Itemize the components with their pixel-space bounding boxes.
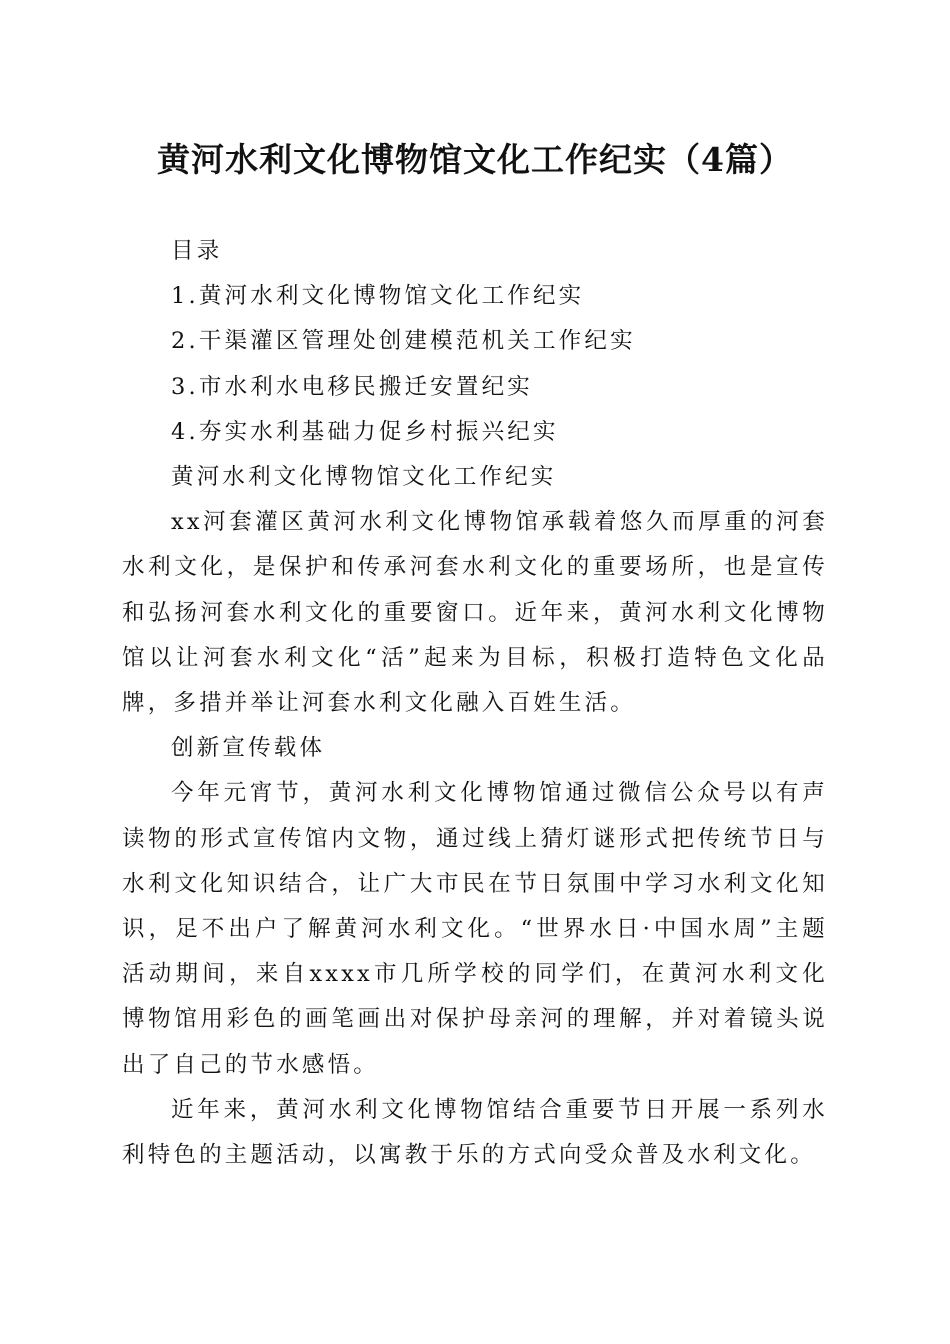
section-heading: 创新宣传载体 (171, 735, 326, 762)
toc-item: 2.干渠灌区管理处创建模范机关工作纪实 (171, 328, 636, 355)
toc-item: 1.黄河水利文化博物馆文化工作纪实 (171, 283, 585, 310)
body-paragraph: xx河套灌区黄河水利文化博物馆承载着悠久而厚重的河套水利文化，是保护和传承河套水利文化的重要场所，也是宣传和弘扬河套水利文化的重要窗口。近年来，黄河水利文化博物馆以让河套水利文化“活”起来为目标，积极打造特色文化品牌，多措并举让河套水利文化融入百姓生活。 (122, 509, 828, 717)
document-body (122, 229, 828, 1178)
article-title: 黄河水利文化博物馆文化工作纪实 (171, 464, 557, 491)
toc-heading: 目录 (171, 238, 223, 264)
body-paragraph: 今年元宵节，黄河水利文化博物馆通过微信公众号以有声读物的形式宣传馆内文物，通过线上猜灯谜形式把传统节日与水利文化知识结合，让广大市民在节日氛围中学习水利文化知识，足不出户了解黄河水利文化。“世界水日·中国水周”主题活动期间，来自xxxx市几所学校的同学们，在黄河水利文化博物馆用彩色的画笔画出对保护母亲河的理解，并对着镜头说出了自己的节水感悟。 (122, 780, 828, 1078)
toc-item: 4.夯实水利基础力促乡村振兴纪实 (171, 418, 559, 445)
document-title: 黄河水利文化博物馆文化工作纪实（4篇） (157, 140, 793, 179)
body-paragraph: 近年来，黄河水利文化博物馆结合重要节日开展一系列水利特色的主题活动，以寓教于乐的方式向受众普及水利文化。 (122, 1096, 828, 1169)
toc-item: 3.市水利水电移民搬迁安置纪实 (171, 373, 533, 400)
